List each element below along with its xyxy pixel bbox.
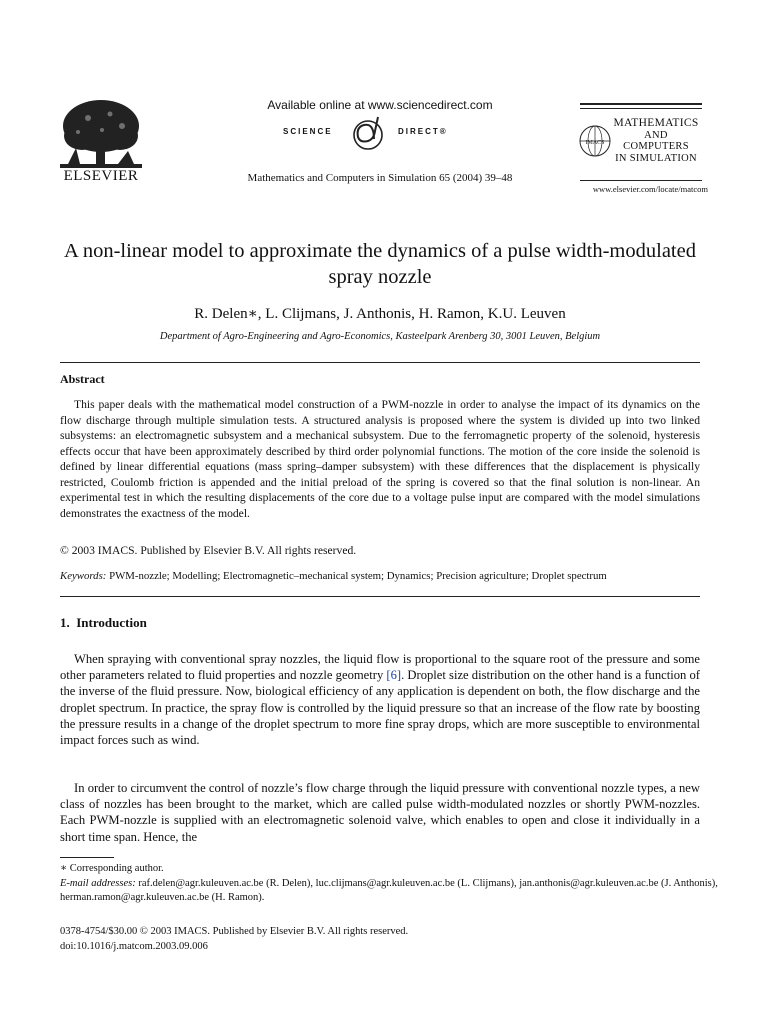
footnote-corresponding: ∗ Corresponding author. — [60, 863, 164, 874]
para1-start: When spraying with conventional spray nozzles, the liquid flow is proportional to the square root of the pressure and some other parameters related to fluid properties and nozzle geometry — [60, 652, 700, 683]
footnote-emails — [60, 877, 720, 905]
globe-label: IMACS — [585, 140, 605, 146]
email-list: raf.delen@agr.kuleuven.ac.be (R. Delen), luc.clijmans@agr.kuleuven.ac.be (L. Clijmans), jan.anthonis@agr.kuleuven.ac.be (J. Anthonis), herman.ramon@agr.kuleuven.ac.be (H. Ramon). — [60, 878, 718, 903]
abstract-rule-bottom — [60, 596, 700, 597]
journal-title-block — [610, 118, 702, 164]
doi-line[interactable]: doi:10.1016/j.matcom.2003.09.006 — [60, 941, 208, 952]
section-heading-introduction: 1. Introduction — [60, 615, 147, 630]
available-online-text: Available online at www.sciencedirect.com — [267, 98, 493, 112]
publisher-name: ELSEVIER — [63, 168, 139, 184]
keywords-label: Keywords: — [60, 570, 107, 582]
issn-line: 0378-4754/$30.00 © 2003 IMACS. Published by Elsevier B.V. All rights reserved. — [60, 926, 409, 937]
journal-title-line: AND — [644, 129, 668, 141]
email-label: E-mail addresses: — [60, 878, 136, 889]
abstract-heading: Abstract — [60, 372, 105, 386]
journal-title-line: IN SIMULATION — [615, 152, 697, 164]
article-title: A non-linear model to approximate the dynamics of a pulse width-modulated spray nozzle — [64, 240, 696, 288]
journal-box-rule-bottom — [580, 180, 702, 181]
sciencedirect-logo-right: DIRECT® — [398, 127, 448, 136]
author-affiliation: Department of Agro-Engineering and Agro-Economics, Kasteelpark Arenberg 30, 3001 Leuven, Belgium — [159, 331, 601, 342]
sciencedirect-logo-left: SCIENCE — [283, 127, 333, 136]
citation-link[interactable]: [6] — [386, 668, 402, 683]
introduction-paragraph-2: In order to circumvent the control of nozzle’s flow charge through the liquid pressure with conventional nozzle types, a new class of nozzles has been brought to the market, which are called pulse width-modulated nozzles or shortly PWM-nozzles. Each PWM-nozzle is supplied with an electromagnetic solenoid valve, which enables to open and close it individually in a short time span. Hence, the — [60, 781, 700, 844]
journal-box-rule-top — [580, 103, 702, 105]
journal-citation: Mathematics and Computers in Simulation 65 (2004) 39–48 — [247, 172, 513, 184]
abstract-body: This paper deals with the mathematical model construction of a PWM-nozzle in order to analyse the impact of its dynamics on the flow discharge through multiple simulation tests. A structured analysis is proposed where the system is divided up into two linked subsystems: an electromagnetic subsystem and a mechanical subsystem. Due to the ferromagnetic property of the solenoid, hysteresis effects occur that have been approximately described by third order polynomial functions. The motion of the core inside the solenoid is defined by linear differential equations (mass spring–damper subsystem) with these differences that the displacement is physically restricted, Coulomb friction is appended and the initial preload of the spring is covered so that the final solution is non-linear. An experimental test in which the resulting displacements of the core due to a voltage pulse input are compared with the model simulations demonstrates the exactness of the model. — [60, 398, 700, 520]
keywords-list: PWM-nozzle; Modelling; Electromagnetic–mechanical system; Dynamics; Precision agriculture; Droplet spectrum — [109, 570, 607, 582]
para1-end: . Droplet size distribution on the other hand is a function of the inverse of the fluid pressure. Now, biological efficiency of any application is dependent on both, the flow discharge and the droplet spectrum. In practice, the spray flow is controlled by the liquid pressure so that an increase of the flow rate by boosting the pressure results in a change of the droplet spectrum to more fine spray drops, which are more susceptible to environmental impact forces such as wind. — [60, 668, 700, 748]
introduction-paragraph-1 — [60, 651, 700, 748]
abstract-rule-top — [60, 362, 700, 363]
issn-block — [60, 924, 408, 954]
journal-box-rule-top-thin — [580, 108, 702, 109]
keywords-line — [60, 570, 720, 582]
article-authors: R. Delen∗, L. Clijmans, J. Anthonis, H. Ramon, K.U. Leuven — [194, 306, 566, 322]
sciencedirect-d-icon — [344, 113, 394, 153]
abstract-copyright: © 2003 IMACS. Published by Elsevier B.V. All rights reserved. — [60, 544, 357, 557]
imacs-globe-icon — [578, 124, 612, 158]
footnote-rule — [60, 857, 114, 858]
journal-url-link[interactable]: www.elsevier.com/locate/matcom — [592, 184, 708, 194]
journal-title-line: MATHEMATICS — [613, 117, 699, 129]
journal-title-line: COMPUTERS — [623, 141, 689, 152]
